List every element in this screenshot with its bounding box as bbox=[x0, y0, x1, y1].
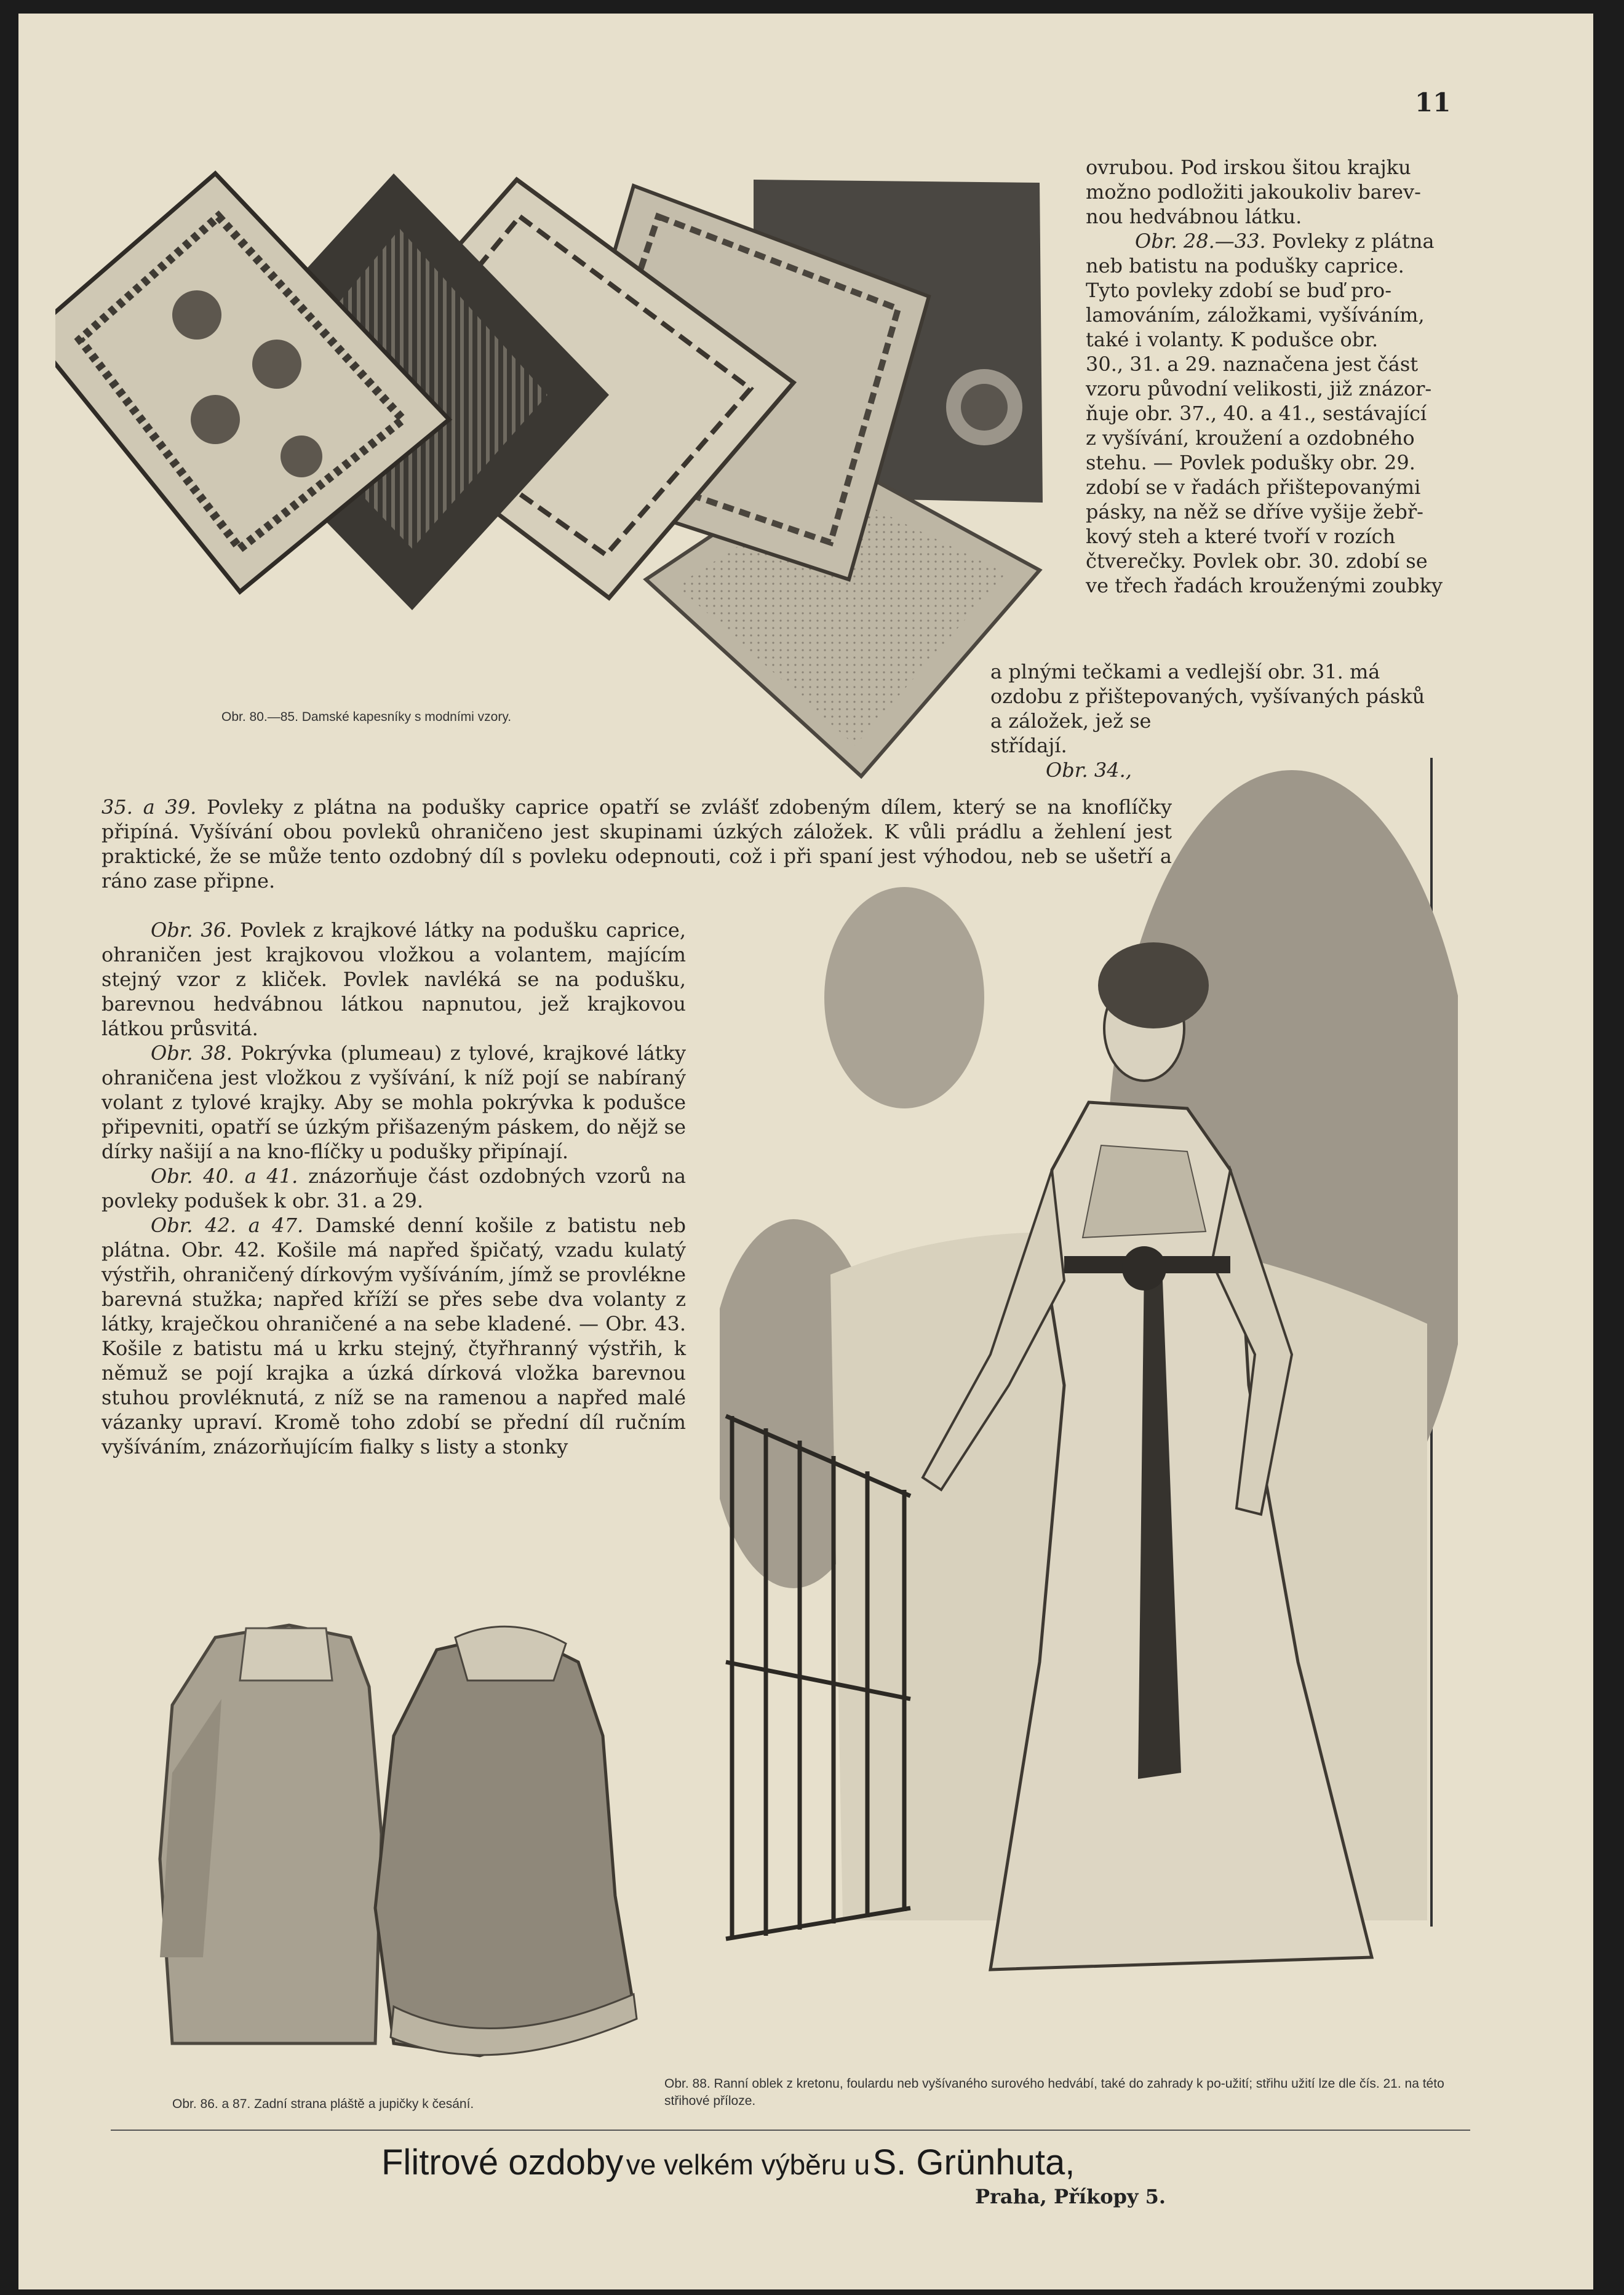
ad-part1: Flitrové ozdoby bbox=[381, 2142, 624, 2182]
page-number: 11 bbox=[1415, 87, 1451, 117]
paragraph-text: Damské denní košile z batistu neb plátna. Obr. 42. Košile má napřed špičatý, vzadu kulatý výstřih, ohraničený dírkovým vyšíváním, jímž se provlékne barevná stužka; napřed kříží se přes sebe dva volanty z látky, kraječkou ohraničené a na sebe kladené. — Obr. 43. Košile z batistu má u krku stejný, čtyřhranný výstřih, k němuž se pojí krajka a úzká dírková vložka barevnou stuhou provléknutá, z níž se na ramenou a napřed malé vázanky upraví. Kromě toho zdobí se přední díl ručním vyšíváním, znázorňujícím fialky s listy a stonky bbox=[102, 1214, 687, 1458]
col-line: čtverečky. Povlek obr. 30. zdobí se bbox=[1086, 549, 1428, 573]
ad-part3: S. Grünhuta, bbox=[872, 2142, 1075, 2182]
ref-42: Obr. 42. a 47. bbox=[151, 1214, 304, 1237]
col-line: z vyšívání, kroužení a ozdobného bbox=[1086, 426, 1415, 450]
caption-gown: Obr. 88. Ranní oblek z kretonu, foulardu neb vyšívaného surového hedvábí, také do zahrady k po-užití; střihu užití lze dle čís. 21. na této střihové příloze. bbox=[664, 2077, 1444, 2108]
paragraph-text: znázorňuje část ozdobných vzorů na povleky podušek k obr. 31. a 29. bbox=[102, 1164, 687, 1212]
col-line: stehu. — Povlek podušky obr. 29. bbox=[1086, 451, 1415, 474]
col-line: zdobí se v řadách přištepovanými bbox=[1086, 475, 1421, 499]
ref-38: Obr. 38. bbox=[151, 1041, 233, 1065]
col-line: také i volanty. K podušce obr. bbox=[1086, 328, 1379, 351]
col-line: kový steh a které tvoří v rozích bbox=[1086, 525, 1396, 548]
ref-40: Obr. 40. a 41. bbox=[151, 1164, 298, 1188]
ref-34: Obr. 34., bbox=[1046, 758, 1132, 782]
divider-rule bbox=[111, 2130, 1470, 2131]
col-line: neb batistu na podušky caprice. bbox=[1086, 254, 1404, 277]
right-column-narrow bbox=[1086, 155, 1464, 598]
paragraph-text: Pokrývka (plumeau) z tylové, krajkové látky ohraničena jest vložkou z vyšívání, k níž pojí se nabíraný volant z tylové krajky. Aby se mohla pokrývka k podušce připevniti, opatří se úzkým přišazeným páskem, do nějž se dírky našijí a na kno-flíčky u podušky připínají. bbox=[102, 1041, 687, 1163]
paragraph-text: Povlek z krajkové látky na podušku caprice, ohraničen jest krajkovou vložkou a volantem, majícím stejný vzor z kliček. Povlek navléká se na podušku, barevnou hedvábnou látkou napnutou, jež krajkovou látkou průsvitá. bbox=[102, 918, 687, 1040]
col-line: pásky, na něž se dříve vyšije žebř- bbox=[1086, 500, 1423, 523]
col-line: ňuje obr. 37., 40. a 41., sestávající bbox=[1086, 402, 1427, 425]
col-line: ozdobu z přištepovaných, vyšívaných pásků bbox=[990, 685, 1425, 708]
ref-36: Obr. 36. bbox=[151, 918, 233, 942]
left-column bbox=[102, 918, 686, 1459]
coats-illustration bbox=[148, 1613, 646, 2068]
caption-coats: Obr. 86. a 87. Zadní strana pláště a jupičky k česání. bbox=[172, 2097, 474, 2111]
handkerchiefs-illustration bbox=[55, 161, 1064, 789]
col-line: vzoru původní velikosti, již znázor- bbox=[1086, 377, 1432, 400]
col-line: ve třech řadách krouženými zoubky bbox=[1086, 574, 1443, 597]
col-line: a záložek, jež se bbox=[990, 709, 1152, 733]
col-line: 30., 31. a 29. naznačena jest část bbox=[1086, 352, 1419, 376]
ad-address: Praha, Příkopy 5. bbox=[975, 2185, 1166, 2208]
col-line: Povleky z plátna bbox=[1272, 229, 1435, 253]
col-line: lamováním, záložkami, vyšíváním, bbox=[1086, 303, 1425, 327]
paragraph-text: Povleky z plátna na podušky caprice opatří se zvlášť zdobeným dílem, který se na knoflíčky připíná. Vyšívání obou povleků ohraničeno jest skupinami úzkých záložek. K vůli prádlu a žehlení jest praktické, že se může tento ozdobný díl s povleku odepnouti, což i při spaní jest výhodou, neb se ušetří a ráno zase připne. bbox=[102, 795, 1172, 893]
col-line: střídají. bbox=[990, 734, 1067, 757]
col-line: Tyto povleky zdobí se buď pro- bbox=[1086, 279, 1391, 302]
caption-handkerchiefs: Obr. 80.—85. Damské kapesníky s modními vzory. bbox=[221, 710, 512, 724]
col-line: a plnými tečkami a vedlejší obr. 31. má bbox=[990, 660, 1380, 683]
col-line: možno podložiti jakoukoliv barev- bbox=[1086, 180, 1421, 204]
ref-35: 35. a 39. bbox=[102, 795, 197, 819]
col-line: ovrubou. Pod irskou šitou krajku bbox=[1086, 156, 1411, 179]
advertisement bbox=[381, 2142, 1075, 2183]
gown-illustration bbox=[720, 739, 1458, 2062]
col-line: nou hedvábnou látku. bbox=[1086, 205, 1302, 228]
magazine-page bbox=[18, 14, 1593, 2289]
ref-28: Obr. 28.—33. bbox=[1135, 229, 1266, 253]
ad-part2: ve velkém výběru u bbox=[626, 2149, 870, 2181]
